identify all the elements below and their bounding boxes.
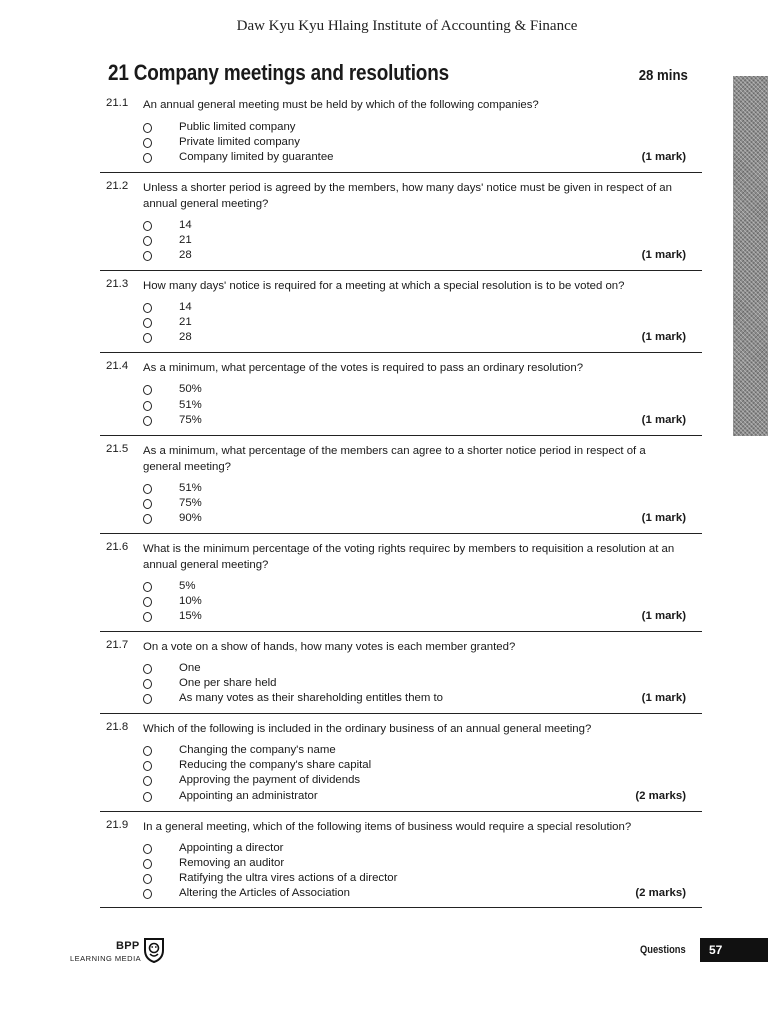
radio-circle-icon[interactable]: [143, 401, 152, 411]
divider: [100, 352, 702, 353]
radio-circle-icon[interactable]: [143, 612, 152, 622]
question-text: In a general meeting, which of the following items of business would require a special resolution?: [143, 821, 632, 833]
marks-label: (2 marks): [635, 887, 686, 899]
radio-circle-icon[interactable]: [143, 844, 152, 854]
chapter-title: 21 Company meetings and resolutions: [108, 60, 449, 85]
marks-label: (1 mark): [641, 692, 686, 704]
divider: [100, 435, 702, 436]
radio-circle-icon[interactable]: [143, 761, 152, 771]
marks-label: (1 mark): [641, 512, 686, 524]
question-text: How many days' notice is required for a meeting at which a special resolution is to be voted on?: [143, 280, 625, 292]
radio-circle-icon[interactable]: [143, 236, 152, 246]
divider: [100, 172, 702, 173]
radio-circle-icon[interactable]: [143, 792, 152, 802]
question-text: Which of the following is included in the ordinary business of an annual general meeting?: [143, 723, 592, 735]
radio-circle-icon[interactable]: [143, 416, 152, 426]
radio-circle-icon[interactable]: [143, 303, 152, 313]
radio-circle-icon[interactable]: [143, 318, 152, 328]
radio-circle-icon[interactable]: [143, 499, 152, 509]
question-number: 21.2: [106, 180, 129, 192]
question-21-6: 21.6 What is the minimum percentage of the voting rights requirec by members to requisition a resolution at an annual general meeting? 5% 10% 15% (1 mark): [100, 541, 702, 633]
divider: [100, 533, 702, 534]
marks-label: (1 mark): [641, 249, 686, 261]
section-label: Questions: [640, 944, 686, 956]
radio-circle-icon[interactable]: [143, 333, 152, 343]
radio-circle-icon[interactable]: [143, 582, 152, 592]
question-number: 21.1: [106, 97, 129, 109]
radio-circle-icon[interactable]: [143, 694, 152, 704]
marks-label: (2 marks): [635, 790, 686, 802]
radio-circle-icon[interactable]: [143, 221, 152, 231]
question-number: 21.4: [106, 360, 129, 372]
question-21-2: 21.2 Unless a shorter period is agreed by the members, how many days' notice must be given in respect of an annual general meeting? 14 21 28 (1 mark): [100, 180, 702, 272]
lion-shield-icon: [143, 937, 165, 963]
marks-label: (1 mark): [641, 331, 686, 343]
bpp-logo: [70, 938, 170, 968]
brand-subtitle: LEARNING MEDIA: [70, 954, 142, 963]
question-21-1: 21.1 An annual general meeting must be held by which of the following companies? Public limited company Private limited company Company limited by guarantee (1 mark): [100, 97, 702, 175]
question-number: 21.5: [106, 443, 129, 455]
question-text: An annual general meeting must be held by which of the following companies?: [143, 99, 539, 111]
question-21-8: 21.8 Which of the following is included in the ordinary business of an annual general meeting? Changing the company's name Reducing the company's share capital Approving the payment of dividends Appointing an administrator (2 marks): [100, 721, 702, 813]
chapter-time: 28 mins: [638, 67, 688, 84]
marks-label: (1 mark): [641, 414, 686, 426]
radio-circle-icon[interactable]: [143, 484, 152, 494]
question-21-9: 21.9 In a general meeting, which of the following items of business would require a special resolution? Appointing a director Removing an auditor Ratifying the ultra vires actions of a director Altering the Articles of Association (2 marks): [100, 819, 702, 911]
question-text: As a minimum, what percentage of the members can agree to a shorter notice period in respect of a general meeting?: [143, 445, 646, 473]
question-number: 21.8: [106, 721, 129, 733]
brand-name: BPP: [116, 940, 140, 952]
question-text: On a vote on a show of hands, how many votes is each member granted?: [143, 641, 516, 653]
radio-circle-icon[interactable]: [143, 597, 152, 607]
radio-circle-icon[interactable]: [143, 514, 152, 524]
radio-circle-icon[interactable]: [143, 874, 152, 884]
question-text: What is the minimum percentage of the voting rights requirec by members to requisition a resolution at an annual general meeting?: [143, 543, 675, 571]
question-number: 21.9: [106, 819, 129, 831]
divider: [100, 713, 702, 714]
question-number: 21.7: [106, 639, 129, 651]
divider: [100, 811, 702, 812]
question-text: As a minimum, what percentage of the votes is required to pass an ordinary resolution?: [143, 362, 584, 374]
divider: [100, 907, 702, 908]
question-number: 21.6: [106, 541, 129, 553]
question-21-5: 21.5 As a minimum, what percentage of the members can agree to a shorter notice period in respect of a general meeting? 51% 75% 90% (1 mark): [100, 443, 702, 535]
divider: [100, 631, 702, 632]
radio-circle-icon[interactable]: [143, 153, 152, 163]
radio-circle-icon[interactable]: [143, 746, 152, 756]
question-21-4: 21.4 As a minimum, what percentage of the votes is required to pass an ordinary resolution? 50% 51% 75% (1 mark): [100, 360, 702, 436]
radio-circle-icon[interactable]: [143, 138, 152, 148]
radio-circle-icon[interactable]: [143, 859, 152, 869]
marks-label: (1 mark): [641, 151, 686, 163]
chapter-side-tab: [733, 76, 768, 436]
chapter-header: [108, 60, 688, 88]
divider: [100, 270, 702, 271]
question-number: 21.3: [106, 278, 129, 290]
radio-circle-icon[interactable]: [143, 251, 152, 261]
institute-header: Daw Kyu Kyu Hlaing Institute of Accounting & Finance: [236, 18, 578, 34]
radio-circle-icon[interactable]: [143, 776, 152, 786]
radio-circle-icon[interactable]: [143, 123, 152, 133]
radio-circle-icon[interactable]: [143, 664, 152, 674]
question-21-3: 21.3 How many days' notice is required for a meeting at which a special resolution is to be voted on? 14 21 28 (1 mark): [100, 278, 702, 354]
radio-circle-icon[interactable]: [143, 385, 152, 395]
question-21-7: 21.7 On a vote on a show of hands, how many votes is each member granted? One One per share held As many votes as their shareholding entitles them to (1 mark): [100, 639, 702, 715]
radio-circle-icon[interactable]: [143, 889, 152, 899]
marks-label: (1 mark): [641, 610, 686, 622]
radio-circle-icon[interactable]: [143, 679, 152, 689]
page-number: 57: [700, 938, 768, 962]
question-text: Unless a shorter period is agreed by the members, how many days' notice must be given in respect of an annual general meeting?: [143, 182, 672, 210]
